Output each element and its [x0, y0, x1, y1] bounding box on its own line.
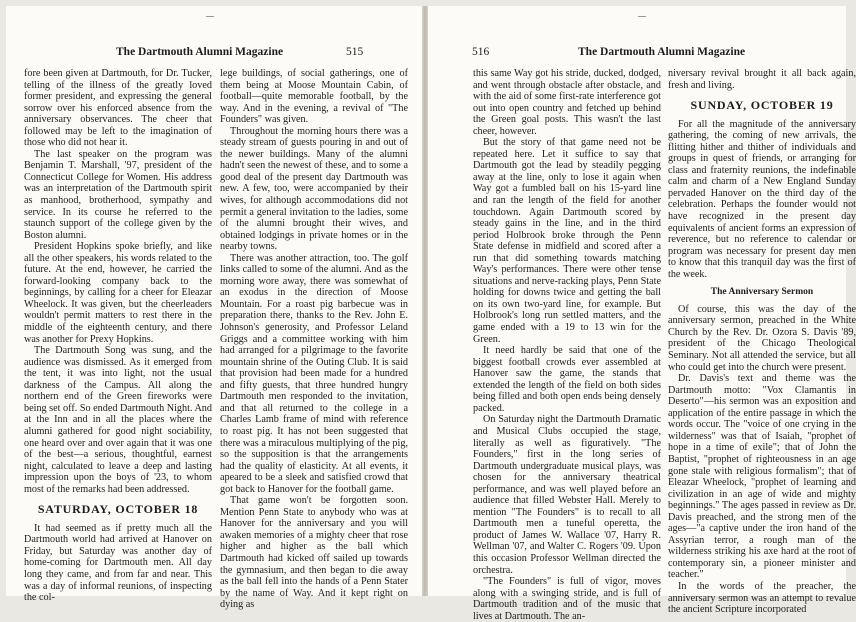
paragraph: The last speaker on the program was Benjamin T. Marshall, '97, president of the Connecticut College for Women. His address was an interpretation of the Dartmouth spirit as manhood, brotherhood, sympathy and service. In its course he referred to the staunch support of the college given by the Boston alumni. [24, 148, 212, 241]
text-column-1 [24, 68, 212, 604]
paragraph: On Saturday night the Dartmouth Dramatic and Musical Clubs occupied the stage, literally as well as figuratively. "The Founders," first in the long series of Dartmouth undergraduate musical plays, was chosen for the anniversary theatrical performance, and was well played before an audience that filled Webster Hall. Merely to mention "The Founders" is to recall to all Dartmouth men a tuneful operetta, the product of James W. Wallace '07, Harry R. Wellman '07, and Walter C. Rogers '09. Upon this occasion Professor Wellman directed the orchestra. [473, 414, 661, 576]
paragraph: It had seemed as if pretty much all the Dartmouth world had arrived at Hanover on Friday, but Saturday was another day of home-coming for Dartmouth men. All day long they came, and from far and near. This was a day of informal reunions, of inspecting the col- [24, 522, 212, 604]
fold-mark [638, 16, 646, 17]
paragraph: It need hardly be said that one of the biggest football crowds ever assembled at Hanover saw the game, the stands that extended the length of the field on both sides being filled and both open ends being densely packed. [473, 345, 661, 414]
section-heading: SUNDAY, OCTOBER 19 [690, 98, 834, 113]
paragraph: fore been given at Dartmouth, for Dr. Tucker, telling of the illness of the greatly loved former president, and expressing the general sorrow over his enforced absence from the anniversary observances. The cheer that followed may be left to the imagination of those who did not hear it. [24, 68, 212, 149]
page-number: 515 [346, 46, 364, 58]
subsection-heading: The Anniversary Sermon [710, 287, 814, 298]
paragraph: this same Way got his stride, ducked, dodged, and went through obstacle after obstacle, and with the aid of some first-rate interference got out into open country and fetched up behind the Green goal posts. This wasn't the last cheer, however. [473, 68, 661, 137]
paragraph: Dr. Davis's text and theme was the Dartmouth motto: "Vox Clamantis in Deserto"—his sermon was an exposition and application of the entire passage in which the words occur. The "voice of one crying in the wilderness" was that of Isaiah, "prophet of hope in a time of exile"; that of John the Baptist, "prophet of righteousness in an age gone stale with religious formalism"; that of Eleazar Wheelock, "prophet of learning and civilization in an age of wide and mighty beginnings." The ages passed in review as Dr. Davis preached, and the strong men of the ages—"a captive under the iron hand of the Assyrian terror, a rough man of the wilderness striking his axe hard at the root of contemporary sin, a pioneer minister and teacher." [668, 373, 856, 581]
paragraph: niversary revival brought it all back again, fresh and living. [668, 68, 856, 91]
running-title: The Dartmouth Alumni Magazine [116, 46, 284, 58]
text-column-2 [668, 68, 856, 616]
paragraph: President Hopkins spoke briefly, and like all the other speakers, his words related to the future. At the end, however, he carried the forward-looking company back to the beginnings, by calling for a cheer for Eleazar Wheelock. It was given, but the cheerleaders wouldn't permit matters to rest there in the middle of the eighteenth century, and there was another for Prexy Hopkins. [24, 241, 212, 345]
paragraph: That game won't be forgotten soon. Mention Penn State to anybody who was at Hanover for the anniversary and you will awaken memories of a mighty cheer that rose higher and higher as the ball which Dartmouth had kicked off sailed up towards the gymnasium, and then began to die away as the ball fell into the hands of a Penn Stater by the name of Way. And it kept right on dying as [220, 495, 408, 611]
paragraph: The Dartmouth Song was sung, and the audience was dismissed. As it emerged from the tent, it was into light, not the usual darkness of the Campus. All along the northern end of the Green fireworks were being set off. So ended Dartmouth Night. And at the Inn and in all the places where the alumni gathered for good night sociability, one heard over and over again that it was one of the best—a serious, thoughtful, earnest night, calculated to leave a deep and lasting impression upon the boys of '23, to whom most of the remarks had been addressed. [24, 345, 212, 495]
paragraph: Throughout the morning hours there was a steady stream of guests pouring in and out of the newer buildings. Many of the alumni hadn't seen the newest of these, and to some a good deal of the present day Dartmouth was new. A few, too, were accompanied by their wives, for although accommodations did not permit a general invitation to the ladies, some of the alumni brought their wives, and obtained lodgings in private homes or in the nearby towns. [220, 125, 408, 253]
left-page [6, 6, 422, 611]
paragraph: But the story of that game need not be repeated here. Let it suffice to say that Dartmouth got the lead by steadily pegging away at the line, only to lose it again when Way got a fumbled ball on his 15-yard line and ran the length of the field for another touchdown. Again Dartmouth scored by steady gains in the line, and in the third period Holbrook broke through the Penn State defense in midfield and scored after a run that did something towards matching Way's performances. There were other tense situations and nerve-racking plays, Penn State holding for downs twice and getting the ball on its own two-yard line, for example. But Holbrook's long run settled matters, and the game ended with a 19 to 13 win for the Green. [473, 137, 661, 345]
running-title: The Dartmouth Alumni Magazine [578, 46, 746, 58]
section-heading: SATURDAY, OCTOBER 18 [37, 502, 199, 517]
text-column-1 [473, 68, 661, 622]
paragraph: For all the magnitude of the anniversary gathering, the coming of new arrivals, the flitting hither and thither of individuals and groups in quest of friends, or arranging for class and fraternity reunions, the indefinable calm and charm of a New England Sunday pervaded Hanover on the third day of the celebration. Perhaps the founder would not have recognized in the present day equivalents of ancient forms an expression of reverence, but no reference to calendar or program was necessary for present day men to know that this tranquil day was the first of the week. [668, 118, 856, 280]
paragraph: lege buildings, of social gatherings, one of them being at Moose Mountain Cabin, of football—quite memorable football, by the way. And in the evening, a revival of "The Founders" was given. [220, 68, 408, 126]
paragraph: "The Founders" is full of vigor, moves along with a swinging stride, and is full of Dartmouth tradition and of the music that lives at Dartmouth. The an- [473, 576, 661, 622]
paragraph: Of course, this was the day of the anniversary sermon, preached in the White Church by the Rev. Dr. Ozora S. Davis '89, president of the Chicago Theological Seminary. Not all attended the service, but all who could get into the church were present. [668, 303, 856, 373]
page-number: 516 [472, 46, 490, 58]
fold-mark [206, 16, 214, 17]
paragraph: In the words of the preacher, the anniversary sermon was an attempt to revalue the ancient Scripture incorporated [668, 580, 856, 616]
paragraph: There was another attraction, too. The golf links called to some of the alumni. And as the morning wore away, there was somewhat of an exodus in the direction of Moose Mountain. For a roast pig barbecue was in preparation there, thanks to the Rev. John E. Johnson's generosity, and Professor Leland Griggs and a committee working with him had arranged for a pilgrimage to the favorite mountain shrine of the Outing Club. It is said that provision had been made for a hundred and fifty guests, that three hundred hungry Dartmouth men responded to the invitation, and that all returned to the college in a Charles Lamb frame of mind with reference to roast pig. It has not been suggested that there was a miraculous multiplying of the pig, so the supposition is that the arrangements had the quality of elasticity. At all events, it apeared to be a sleek and satisfied crowd that got back to Hanover for the football game. [220, 252, 408, 495]
text-column-2 [220, 68, 408, 611]
right-page [428, 6, 856, 622]
